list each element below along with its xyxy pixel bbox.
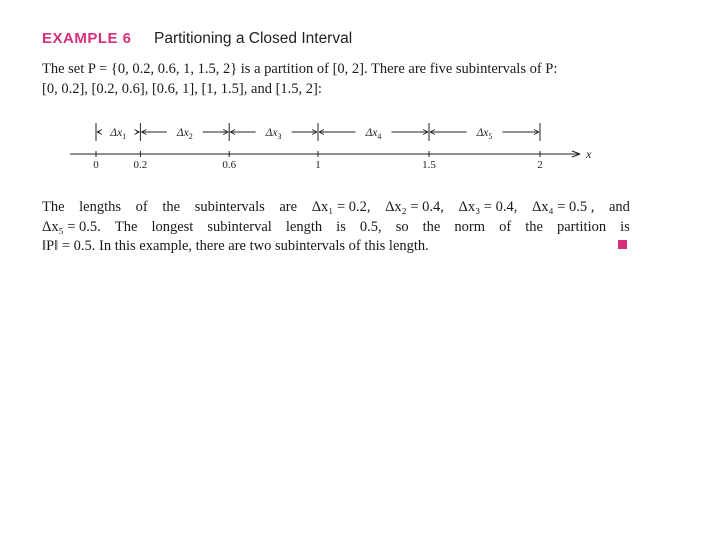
conclusion-line-1-word: lengths — [79, 199, 122, 215]
subinterval-label: $\Delta x_3$ — [265, 127, 282, 141]
axis-variable-label: x — [586, 147, 592, 161]
intro-line-1: The set P = {0, 0.2, 0.6, 1, 1.5, 2} is a partition of [0, 2]. There are five subintervals of P: — [42, 61, 558, 77]
example-title: Partitioning a Closed Interval — [154, 30, 353, 47]
subinterval-label: $\Delta x_4$ — [365, 127, 382, 141]
conclusion-line-2-word: subinterval — [207, 218, 272, 235]
conclusion-line-2-word: the — [525, 218, 543, 235]
subinterval-label: $\Delta x_2$ — [176, 127, 193, 141]
partition-number-line — [62, 116, 602, 176]
conclusion-line-2-word: is — [336, 218, 346, 235]
conclusion-line-2-word: length — [285, 218, 323, 235]
conclusion-line-1-word: Δx₂ = 0.4, — [385, 199, 444, 215]
conclusion-line-2-word: partition — [556, 218, 607, 235]
conclusion-line-1-word: Δx₄ = 0.5 , — [531, 199, 595, 215]
conclusion-line-2-word: Δx₅ = 0.5. — [42, 218, 101, 235]
conclusion-line-1-word: of — [135, 199, 148, 215]
conclusion-line-1 — [42, 198, 630, 218]
conclusion-paragraph — [42, 198, 630, 257]
conclusion-line-2 — [42, 218, 630, 238]
conclusion-line-2-word: 0.5, — [359, 218, 382, 235]
conclusion-line-1-word: subintervals — [194, 199, 265, 215]
conclusion-line-2-word: is — [620, 218, 630, 235]
conclusion-line-1-word: are — [279, 199, 298, 215]
end-of-example-marker — [618, 240, 627, 249]
example-header — [42, 30, 352, 48]
intro-paragraph — [42, 60, 630, 99]
conclusion-line-2-word: so — [395, 218, 409, 235]
subinterval-label: $\Delta x_1$ — [110, 127, 127, 141]
tick-label: 0 — [93, 159, 99, 171]
conclusion-line-1-word: the — [162, 199, 181, 215]
intro-line-2: [0, 0.2], [0.2, 0.6], [0.6, 1], [1, 1.5], and [1.5, 2]: — [42, 80, 322, 97]
conclusion-line-1-word: The — [42, 199, 65, 215]
tick-label: 1 — [315, 159, 321, 171]
conclusion-line-2-word: norm — [454, 218, 486, 235]
tick-label: 0.6 — [222, 159, 237, 171]
tick-label: 1.5 — [422, 159, 436, 171]
conclusion-line-2-word: The — [114, 218, 138, 235]
conclusion-line-2-word: of — [499, 218, 512, 235]
conclusion-line-2-word: longest — [151, 218, 194, 235]
conclusion-line-1-word: Δx₃ = 0.4, — [458, 199, 518, 215]
tick-label: 0.2 — [133, 159, 148, 171]
conclusion-line-1-word: and — [609, 199, 630, 215]
conclusion-line-2-word: the — [422, 218, 441, 235]
conclusion-line-3: ‖P‖ = 0.5. In this example, there are two subintervals of this length. — [42, 238, 429, 254]
tick-label: 2 — [537, 159, 543, 171]
subinterval-label: $\Delta x_5$ — [476, 127, 493, 141]
example-label: EXAMPLE 6 — [42, 30, 132, 47]
conclusion-line-1-word: Δx₁ = 0.2, — [311, 199, 371, 215]
